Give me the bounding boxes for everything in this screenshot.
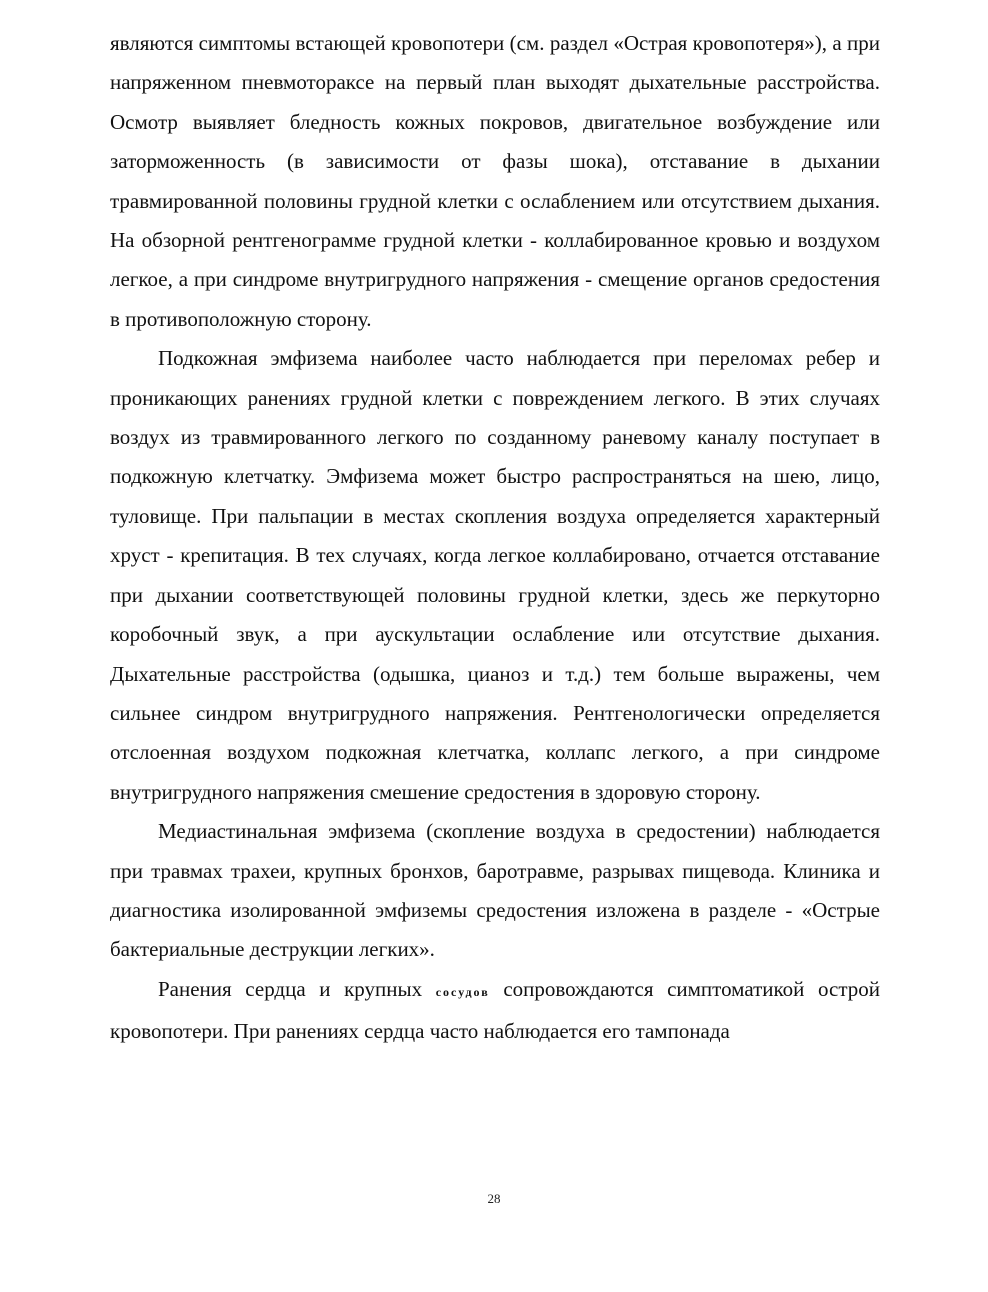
paragraph-continuation: являются симптомы встающей кровопотери (см. раздел «Острая кровопотеря»), а при напряженном пневмотораксе на первый план выходят дыхательные расстройства. Осмотр выявляет бледность кожных покровов, двигательное возбуждение или заторможенность (в зависимости от фазы шока), отставание в дыхании травмированной половины грудной клетки с ослаблением или отсутствием дыхания. На обзорной рентгенограмме грудной клетки - коллабированное кровью и воздухом легкое, а при синдроме внутригрудного напряжения - смещение органов средостения в противоположную сторону.: [110, 31, 880, 331]
paragraph-heart-wounds-start: Ранения сердца и крупных: [158, 976, 436, 1001]
small-word-vessels: сосудов: [435, 984, 490, 999]
document-page: [110, 24, 880, 1052]
paragraph-heart-wounds-end: сопровождаются симптоматикой острой кровопотери. При ранениях сердца часто наблюдается его тампонада: [110, 976, 881, 1044]
paragraph-subcutaneous-emphysema: Подкожная эмфизема наиболее часто наблюдается при переломах ребер и проникающих ранениях грудной клетки с повреждением легкого. В этих случаях воздух из травмированного легкого по созданному раневому каналу поступает в подкожную клетчатку. Эмфизема может быстро распространяться на шею, лицо, туловище. При пальпации в местах скопления воздуха определяется характерный хруст - крепитация. В тех случаях, когда легкое коллабировано, отчается отставание при дыхании соответствующей половины грудной клетки, здесь же перкуторно коробочный звук, а при аускультации ослабление или отсутствие дыхания. Дыхательные расстройства (одышка, цианоз и т.д.) тем больше выражены, чем сильнее синдром внутригрудного напряжения. Рентгенологически определяется отслоенная воздухом подкожная клетчатка, коллапс легкого, а при синдроме внутригрудного напряжения смешение средостения в здоровую сторону.: [110, 346, 880, 804]
paragraph-mediastinal-emphysema: Медиастинальная эмфизема (скопление воздуха в средостении) наблюдается при травмах трахеи, крупных бронхов, баротравме, разрывах пищевода. Клиника и диагностика изолированной эмфиземы средостения изложена в разделе - «Острые бактериальные деструкции легких».: [110, 819, 880, 962]
page-number: 28: [487, 1191, 501, 1206]
paragraph-heart-wounds: [110, 970, 880, 1052]
